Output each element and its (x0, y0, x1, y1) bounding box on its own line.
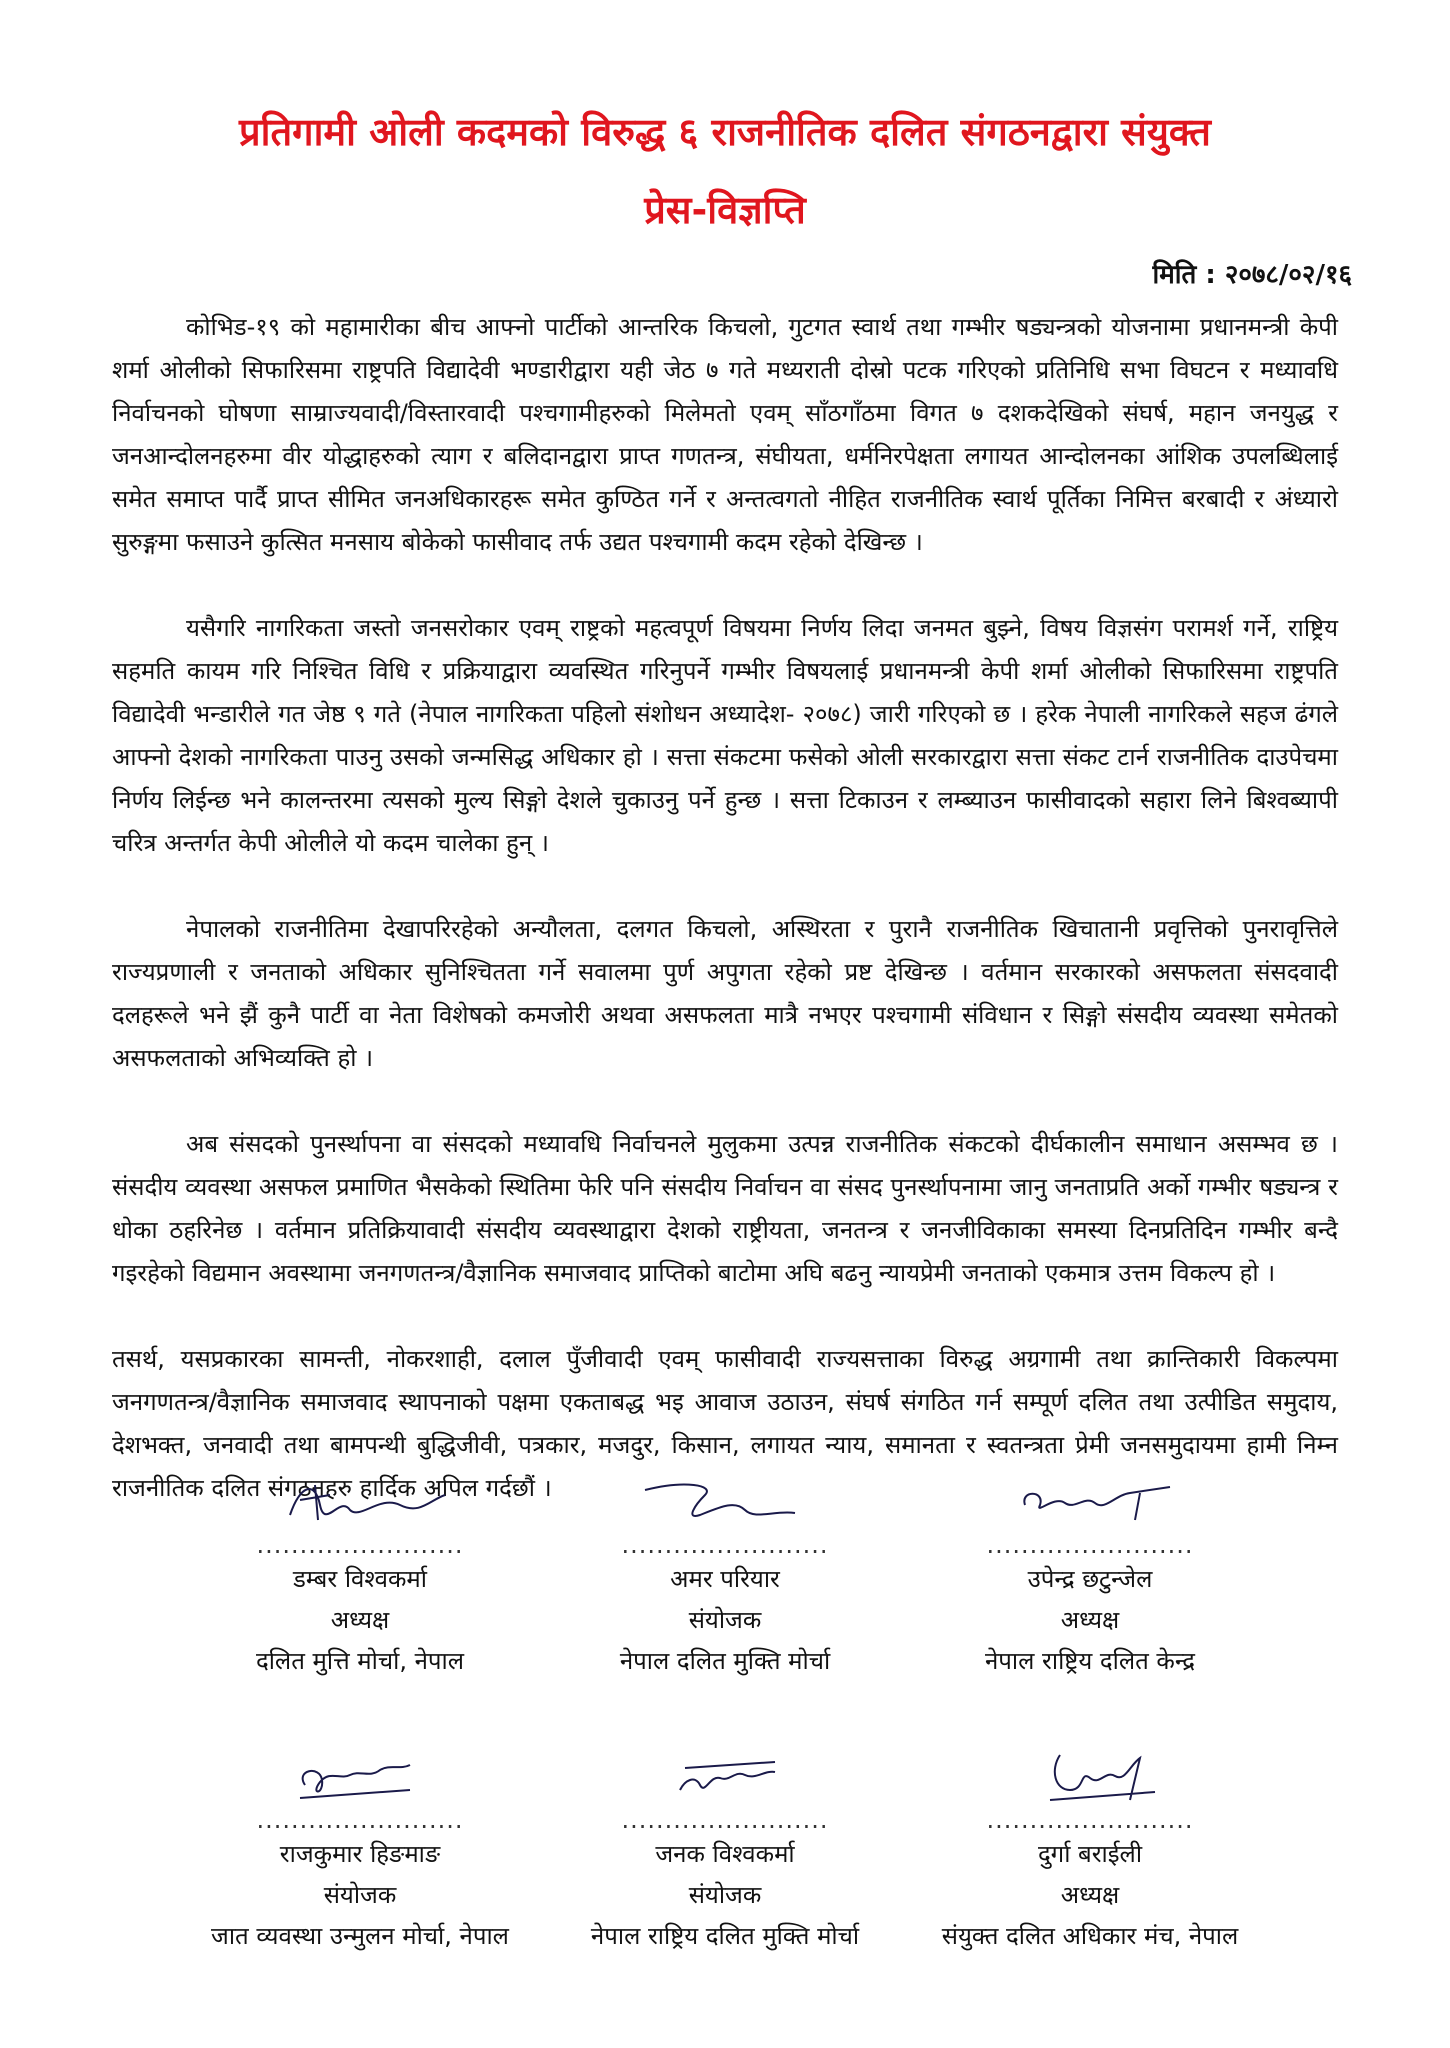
signatory-org: संयुक्त दलित अधिकार मंच, नेपाल (941, 1922, 1239, 1950)
paragraph: कोभिड-१९ को महामारीका बीच आफ्नो पार्टीको आन्तरिक किचलो, गुटगत स्वार्थ तथा गम्भीर षड्यन्त्रको योजनामा प्रधानमन्त्री केपी शर्मा ओलीको सिफारिसमा राष्ट्रपति विद्यादेवी भण्डारीद्वारा यही जेठ ७ गते मध्यराती दोस्रो पटक गरिएको प्रतिनिधि सभा विघटन र मध्यावधि निर्वाचनको घोषणा साम्राज्यवादी/विस्तारवादी पश्चगामीहरुको मिलेमतो एवम् साँठगाँठमा विगत ७ दशकदेखिको संघर्ष, महान जनयुद्ध र जनआन्दोलनहरुमा वीर योद्धाहरुको त्याग र बलिदानद्वारा प्राप्त गणतन्त्र, संघीयता, धर्मनिरपेक्षता लगायत आन्दोलनका आंशिक उपलब्धिलाई समेत समाप्त पार्दै प्राप्त सीमित जनअधिकारहरू समेत कुण्ठित गर्ने र अन्तत्वगतो नीहित राजनीतिक स्वार्थ पूर्तिका निमित्त बरबादी र अंध्यारो सुरुङ्गमा फसाउने कुत्सित मनसाय बोकेको फासीवाद तर्फ उद्यत पश्चगामी कदम रहेको देखिन्छ । (112, 313, 1338, 556)
signatory-name: दुर्गा बराईली (1037, 1840, 1143, 1868)
signature-dots: ........................ (986, 1531, 1194, 1559)
signatory-role: अध्यक्ष (330, 1606, 390, 1634)
signature-dots: ........................ (621, 1531, 829, 1559)
signatory-role: अध्यक्ष (1060, 1881, 1120, 1909)
signatory-name: अमर परियार (670, 1565, 780, 1593)
signatory-role: अध्यक्ष (1060, 1606, 1120, 1634)
signature-dots: ........................ (986, 1806, 1194, 1834)
signature-block (850, 1465, 1330, 1682)
signature-dots: ........................ (256, 1531, 464, 1559)
signatory-org: नेपाल राष्ट्रिय दलित केन्द्र (984, 1647, 1195, 1675)
signatory-org: नेपाल राष्ट्रिय दलित मुक्ति मोर्चा (590, 1922, 860, 1950)
signatory-name: डम्बर विश्वकर्मा (293, 1565, 427, 1593)
signature-image (850, 1465, 1330, 1535)
signatory-name: राजकुमार हिङमाङ (279, 1840, 441, 1868)
signatory-role: संयोजक (323, 1881, 397, 1909)
signature-dots: ........................ (621, 1806, 829, 1834)
document-date: मिति : २०७८/०२/१६ (1152, 260, 1352, 290)
document-title: प्रतिगामी ओली कदमको विरुद्ध ६ राजनीतिक दलित संगठनद्वारा संयुक्त (239, 110, 1211, 154)
signatory-org: नेपाल दलित मुक्ति मोर्चा (619, 1647, 831, 1675)
signatory-role: संयोजक (688, 1606, 762, 1634)
document-subtitle: प्रेस-विज्ञप्ति (644, 188, 806, 232)
signatory-org: दलित मुत्ति मोर्चा, नेपाल (255, 1647, 465, 1675)
signature-dots: ........................ (256, 1806, 464, 1834)
signatory-role: संयोजक (688, 1881, 762, 1909)
document-body (112, 306, 1338, 1559)
paragraph: अब संसदको पुनर्स्थापना वा संसदको मध्यावधि निर्वाचनले मुलुकमा उत्पन्न राजनीतिक संकटको दीर्घकालीन समाधान असम्भव छ । संसदीय व्यवस्था असफल प्रमाणित भैसकेको स्थितिमा फेरि पनि संसदीय निर्वाचन वा संसद पुनर्स्थापनामा जानु जनताप्रति अर्को गम्भीर षड्यन्त्र र धोका ठहरिनेछ । वर्तमान प्रतिक्रियावादी संसदीय व्यवस्थाद्वारा देशको राष्ट्रीयता, जनतन्त्र र जनजीविकाका समस्या दिनप्रतिदिन गम्भीर बन्दै गइरहेको विद्यमान अवस्थामा जनगणतन्त्र/वैज्ञानिक समाजवाद प्राप्तिको बाटोमा अघि बढनु न्यायप्रेमी जनताको एकमात्र उत्तम विकल्प हो । (112, 1130, 1338, 1287)
signatory-name: जनक विश्वकर्मा (655, 1840, 795, 1868)
paragraph: नेपालको राजनीतिमा देखापरिरहेको अन्यौलता, दलगत किचलो, अस्थिरता र पुरानै राजनीतिक खिचातानी प्रवृत्तिको पुनरावृत्तिले राज्यप्रणाली र जनताको अधिकार सुनिश्चितता गर्ने सवालमा पुर्ण अपुगता रहेको प्रष्ट देखिन्छ । वर्तमान सरकारको असफलता संसदवादी दलहरूले भने झैं कुनै पार्टी वा नेता विशेषको कमजोरी अथवा असफलता मात्रै नभएर पश्चगामी संविधान र सिङ्गो संसदीय व्यवस्था समेतको असफलताको अभिव्यक्ति हो । (112, 915, 1338, 1072)
paragraph: तसर्थ, यसप्रकारका सामन्ती, नोकरशाही, दलाल पुँजीवादी एवम् फासीवादी राज्यसत्ताका विरुद्ध अग्रगामी तथा क्रान्तिकारी विकल्पमा जनगणतन्त्र/वैज्ञानिक समाजवाद स्थापनाको पक्षमा एकताबद्ध भइ आवाज उठाउन, संघर्ष संगठित गर्न सम्पूर्ण दलित तथा उत्पीडित समुदाय, देशभक्त, जनवादी तथा बामपन्थी बुद्धिजीवी, पत्रकार, मजदुर, किसान, लगायत न्याय, समानता र स्वतन्त्रता प्रेमी जनसमुदायमा हामी निम्न राजनीतिक दलित संगठनहरु हार्दिक अपिल गर्दछौं । (112, 1345, 1338, 1502)
signatory-name: उपेन्द्र छटुन्जेल (1027, 1565, 1153, 1593)
signature-block (850, 1740, 1330, 1957)
signatory-org: जात व्यवस्था उन्मुलन मोर्चा, नेपाल (211, 1922, 509, 1950)
paragraph: यसैगरि नागरिकता जस्तो जनसरोकार एवम् राष्ट्रको महत्वपूर्ण विषयमा निर्णय लिदा जनमत बुझ्ने, विषय विज्ञसंग परामर्श गर्ने, राष्ट्रिय सहमति कायम गरि निश्चित विधि र प्रक्रियाद्वारा व्यवस्थित गरिनुपर्ने गम्भीर विषयलाई प्रधानमन्त्री केपी शर्मा ओलीको सिफारिसमा राष्ट्रपति विद्यादेवी भन्डारीले गत जेष्ठ ९ गते (नेपाल नागरिकता पहिलो संशोधन अध्यादेश- २०७८) जारी गरिएको छ । हरेक नेपाली नागरिकले सहज ढंगले आफ्नो देशको नागरिकता पाउनु उसको जन्मसिद्ध अधिकार हो । सत्ता संकटमा फसेको ओली सरकारद्वारा सत्ता संकट टार्न राजनीतिक दाउपेचमा निर्णय लिईन्छ भने कालन्तरमा त्यसको मुल्य सिङ्गो देशले चुकाउनु पर्ने हुन्छ । सत्ता टिकाउन र लम्ब्याउन फासीवादको सहारा लिने बिश्वब्यापी चरित्र अन्तर्गत केपी ओलीले यो कदम चालेका हुन् । (112, 614, 1338, 857)
signature-image (850, 1740, 1330, 1810)
